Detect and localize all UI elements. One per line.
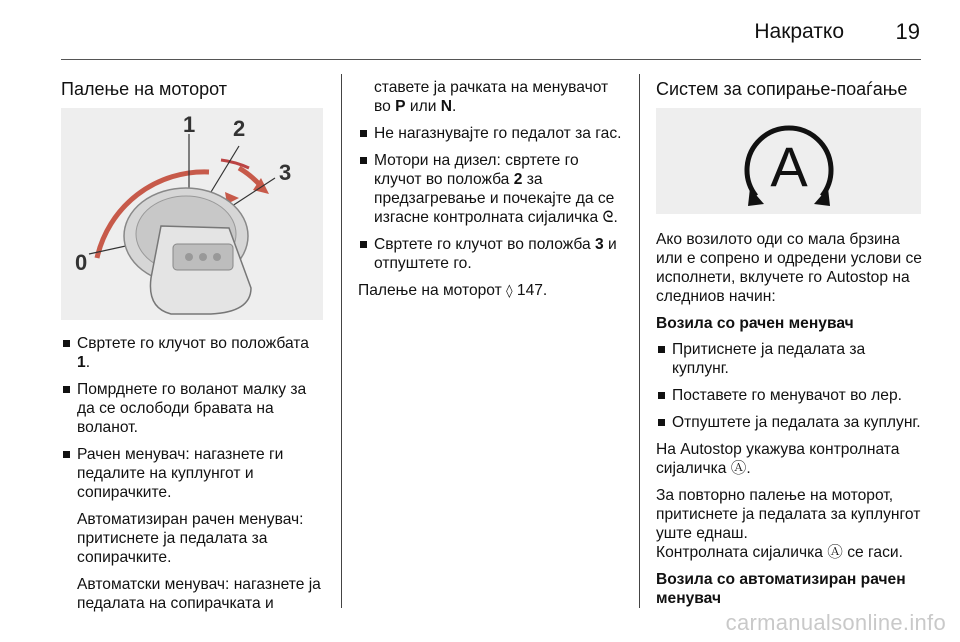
autostop-indicator-icon-2: Ⓐ [827,543,843,561]
automated-manual-subheading: Возила со автоматизиран рачен менувач [656,571,906,607]
autostop-letter: A [770,135,808,198]
ignition-step-1: Свртете го клучот во положбата 1. [61,334,326,372]
page-header [0,0,960,60]
autostop-step-1: Притиснете ја педалата за куплунг. [656,340,924,378]
column-divider-2 [639,74,640,608]
position-2-line [211,146,239,192]
stop-start-heading: Систем за сопирање-поаѓање [656,79,908,99]
page-reference-icon: ◊ [506,284,513,299]
autostop-arrowhead-right [814,188,830,206]
key-position-2: 2 [513,171,523,188]
automatic-transmission-continued: ставете ја рачката на менувачот во P или N. [374,79,609,115]
key-button-2 [199,253,207,261]
key-button-1 [185,253,193,261]
ignition-step-4: Не нагазнувајте го педалот за гас. [358,124,626,143]
ignition-step-3: Рачен менувач: нагазнете ги педалите на куплунгот и сопирачките. [61,445,326,502]
key-button-3 [213,253,221,261]
position-3-label: 3 [279,160,292,185]
watermark: carmanualsonline.info [725,610,946,635]
header-divider [61,59,921,60]
column-divider-1 [341,74,342,608]
automatic-transmission-note: Автоматски менувач: нагазнете ја педалата на сопирачката и [77,576,321,612]
autostop-step-3: Отпуштете ја педалата за куплунг. [656,413,924,432]
column-ignition [61,78,326,621]
autostop-step-2: Поставете го менувачот во лер. [656,386,924,405]
page-number: 19 [895,19,920,44]
manual-transmission-subheading: Возила со рачен менувач [656,315,854,332]
ignition-step-start: Свртете го клучот во положба 3 и отпуштете го. [358,235,626,273]
gear-n: N [440,98,453,115]
gear-p: P [395,98,406,115]
autostop-indicator-icon: Ⓐ [730,459,747,477]
position-3-arrow-top [221,160,249,168]
automated-manual-note: Автоматизиран рачен менувач: притиснете ја педалата за сопирачките. [77,511,304,566]
position-2-label: 2 [233,116,246,141]
ignition-heading: Палење на моторот [61,79,227,99]
autostop-intro: Ако возилото оди со мала брзина или е сопрено и одредени услови се исполнети, вклучете го Autostop на следниов начин: [656,231,922,305]
autostop-indicator-note: На Autostop укажува контролната сијаличка Ⓐ. [656,441,900,477]
position-2-arrow [239,168,259,184]
column-ignition-continued [358,78,626,309]
autostop-arrowhead-left [748,188,764,206]
glow-plug-icon: ᘓ [602,208,614,226]
key-position-1: 1 [77,354,86,371]
ignition-step-2: Помрднете го воланот малку за да се ослободи бравата на воланот. [61,380,326,437]
ignition-switch-illustration [61,108,323,320]
reference-page[interactable]: 147. [516,282,548,299]
section-title: Накратко [754,20,844,43]
autostop-symbol [656,108,921,214]
position-1-label: 1 [183,112,196,137]
key-position-3: 3 [595,236,604,253]
column-stop-start [656,78,924,615]
ignition-key-figure [61,108,323,320]
autostop-symbol-figure [656,108,921,214]
position-0-label: 0 [75,250,88,275]
restart-note: За повторно палење на моторот, притиснете ја педалата за куплунгот уште еднаш. Контролната сијаличка Ⓐ се гаси. [656,487,921,561]
ignition-step-diesel: Мотори на дизел: свртете го клучот во положба 2 за предзагревање и почекајте да се изгасне контролната сијаличка ᘓ. [358,151,626,227]
cross-reference: Палење на моторот ◊ 147. [358,282,548,299]
